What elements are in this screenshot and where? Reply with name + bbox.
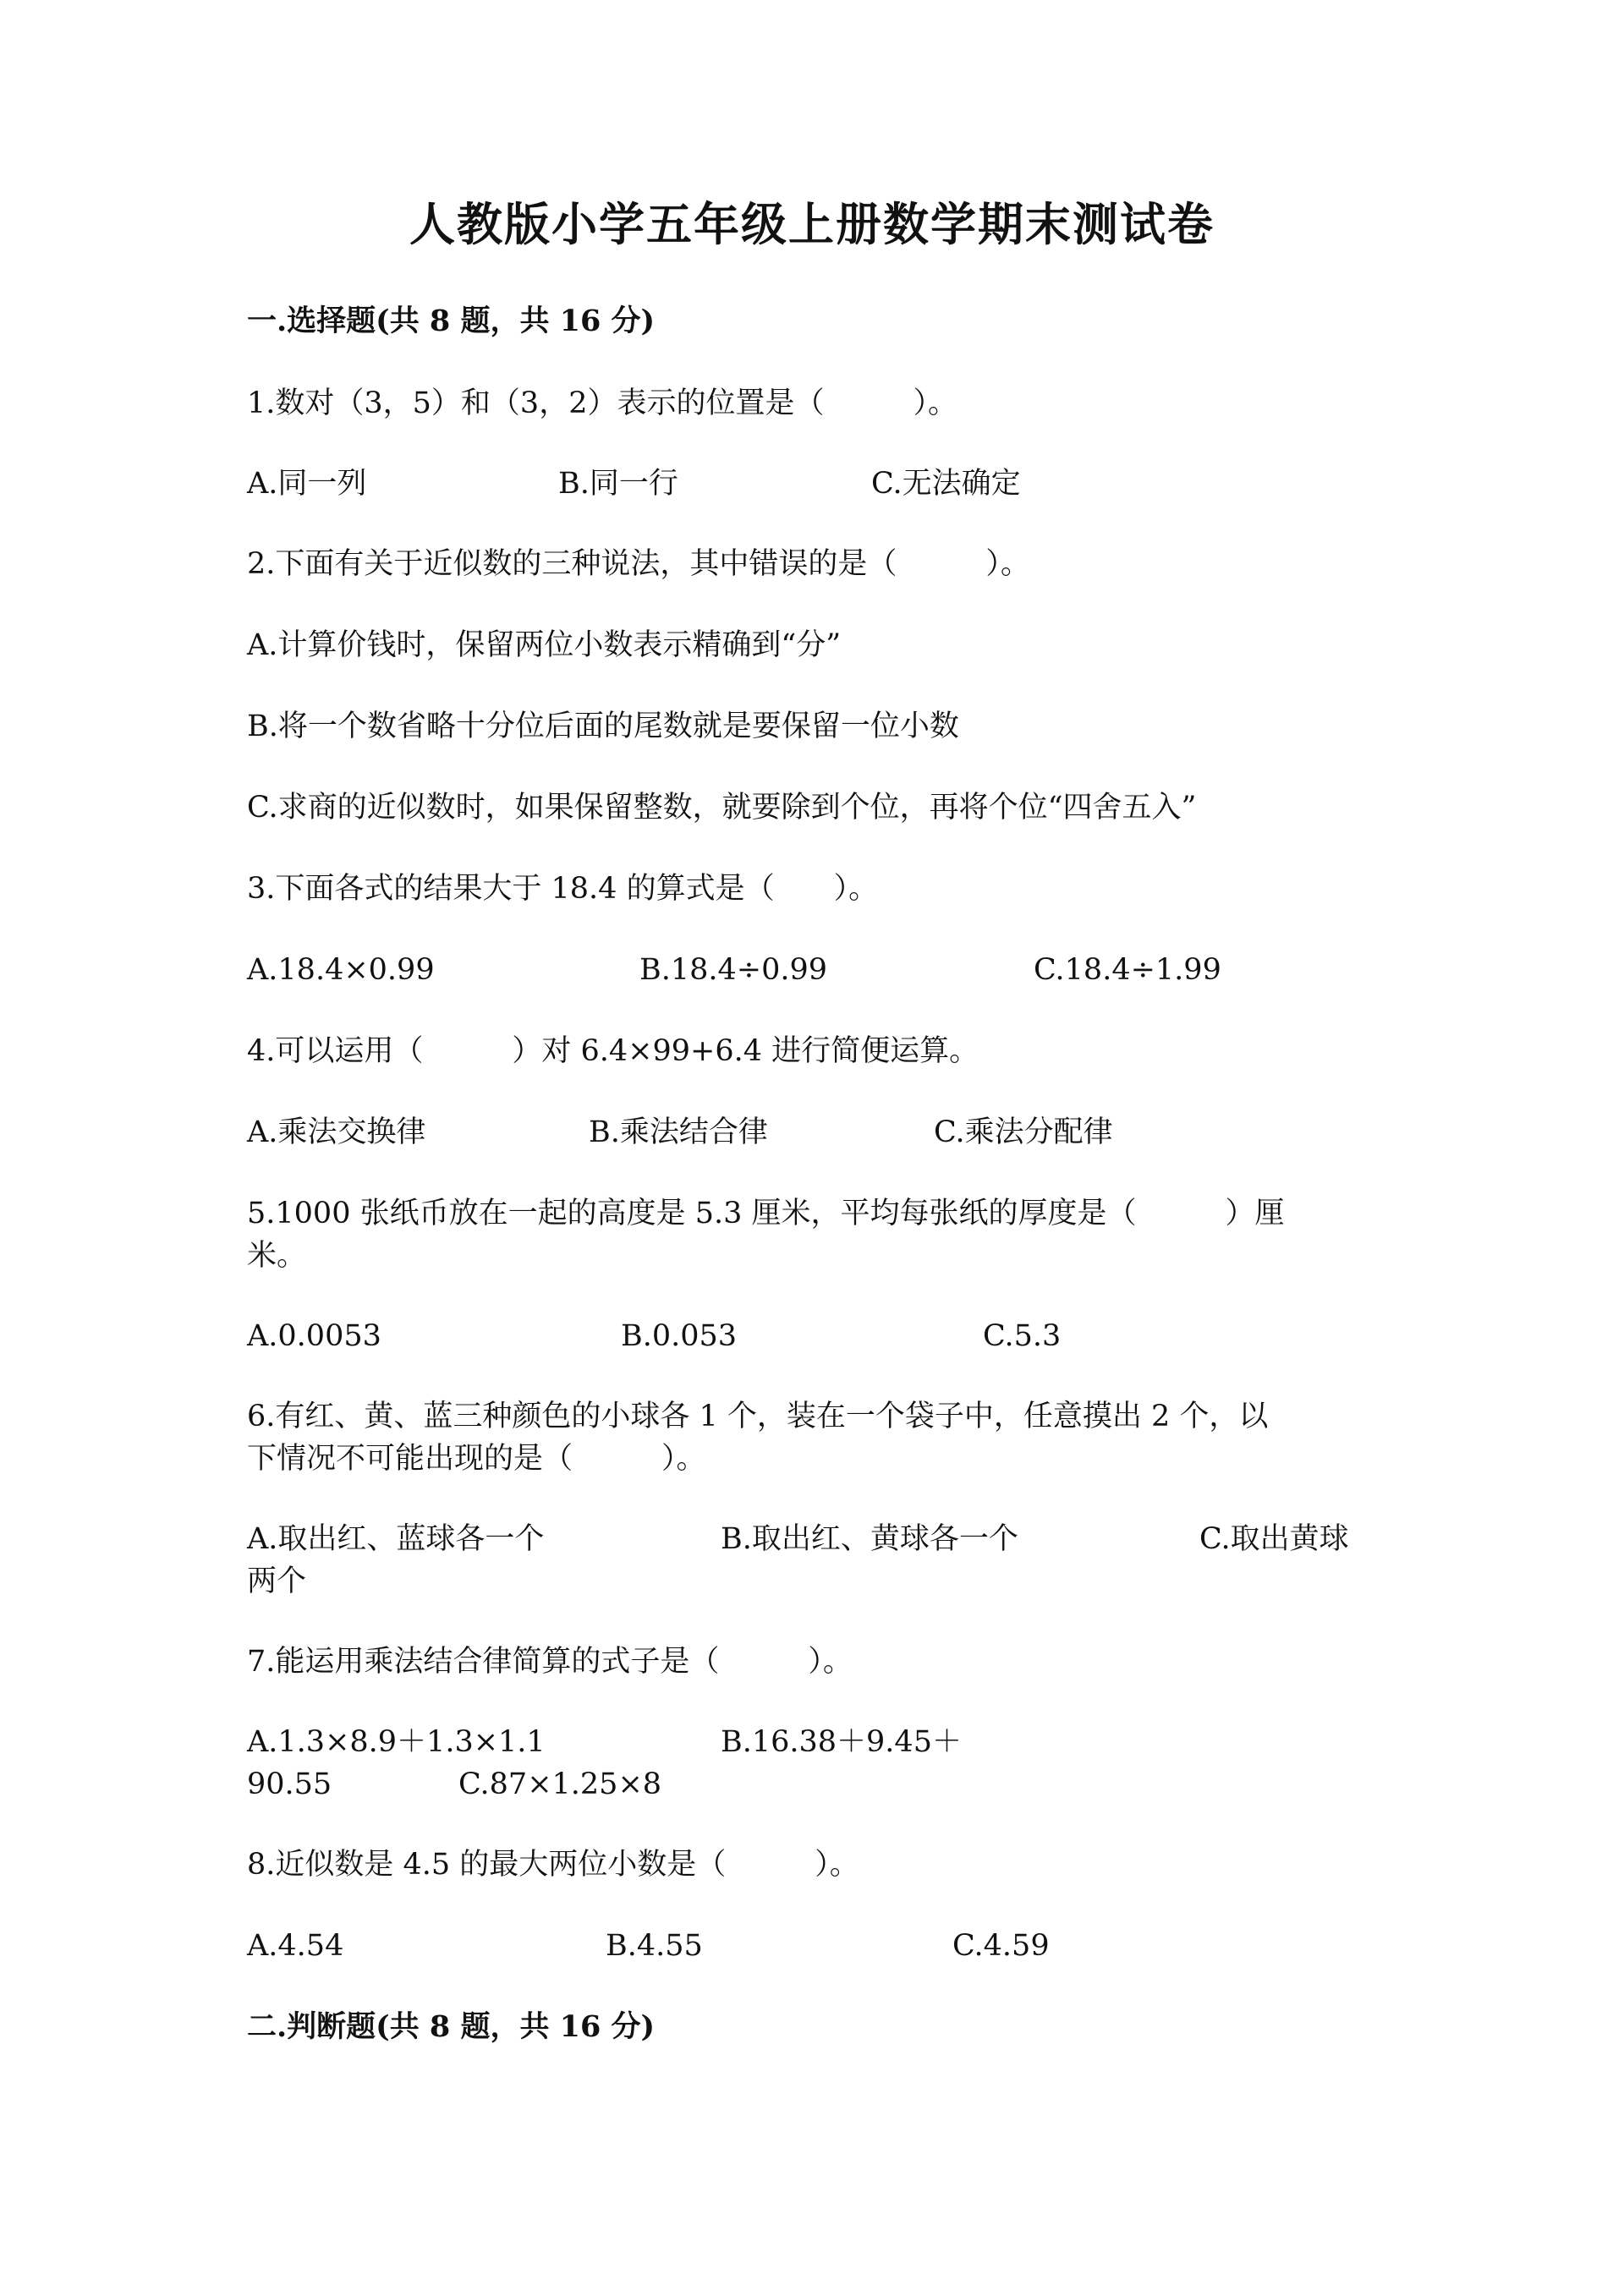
question-7-option-c: C.87×1.25×8: [458, 1767, 662, 1801]
question-3-option-a: A.18.4×0.99: [247, 953, 435, 987]
question-7-stem: 7.能运用乘法结合律简算的式子是（ ）。: [247, 1645, 853, 1679]
question-6-stem-line-2: 下情况不可能出现的是（ ）。: [247, 1442, 706, 1476]
question-2-option-c: C.求商的近似数时，如果保留整数，就要除到个位，再将个位“四舍五入”: [247, 791, 1197, 825]
question-4-option-a: A.乘法交换律: [247, 1115, 426, 1149]
section-judgment-heading: 二.判断题(共 8 题，共 16 分): [247, 2009, 656, 2044]
question-6-stem-line-1: 6.有红、黄、蓝三种颜色的小球各 1 个，装在一个袋子中，任意摸出 2 个，以: [247, 1400, 1269, 1433]
question-8-option-a: A.4.54: [247, 1929, 344, 1963]
question-4-stem: 4.可以运用（ ）对 6.4×99+6.4 进行简便运算。: [247, 1034, 979, 1068]
page-title: 人教版小学五年级上册数学期末测试卷: [409, 197, 1215, 251]
question-5-stem-line-1: 5.1000 张纸币放在一起的高度是 5.3 厘米，平均每张纸的厚度是（ ）厘: [247, 1197, 1285, 1230]
question-5-option-c: C.5.3: [983, 1319, 1062, 1353]
question-5-option-a: A.0.0053: [247, 1319, 381, 1353]
question-1-option-a: A.同一列: [247, 467, 367, 501]
question-2-option-a: A.计算价钱时，保留两位小数表示精确到“分”: [247, 628, 842, 662]
question-1-stem: 1.数对（3，5）和（3，2）表示的位置是（ ）。: [247, 386, 957, 420]
question-7-option-b-line-2: 90.55: [247, 1767, 332, 1801]
question-3-option-c: C.18.4÷1.99: [1034, 953, 1221, 987]
question-7-option-b-line-1: B.16.38＋9.45＋: [721, 1725, 962, 1759]
question-2-option-b: B.将一个数省略十分位后面的尾数就是要保留一位小数: [247, 710, 959, 743]
question-7-option-a: A.1.3×8.9＋1.3×1.1: [247, 1725, 546, 1759]
question-3-option-b: B.18.4÷0.99: [639, 953, 828, 987]
question-4-option-b: B.乘法结合律: [589, 1115, 768, 1149]
question-6-option-b: B.取出红、黄球各一个: [721, 1522, 1018, 1556]
question-6-option-c-line-1: C.取出黄球: [1199, 1522, 1349, 1556]
question-5-option-b: B.0.053: [621, 1319, 738, 1353]
question-4-option-c: C.乘法分配律: [934, 1115, 1113, 1149]
question-6-option-c-line-2: 两个: [247, 1564, 307, 1598]
question-8-stem: 8.近似数是 4.5 的最大两位小数是（ ）。: [247, 1848, 859, 1882]
question-8-option-c: C.4.59: [952, 1929, 1050, 1963]
question-1-option-b: B.同一行: [558, 467, 678, 501]
question-6-option-a: A.取出红、蓝球各一个: [247, 1522, 545, 1556]
question-3-stem: 3.下面各式的结果大于 18.4 的算式是（ ）。: [247, 872, 879, 906]
question-8-option-b: B.4.55: [606, 1929, 703, 1963]
question-1-option-c: C.无法确定: [871, 467, 1021, 501]
question-2-stem: 2.下面有关于近似数的三种说法，其中错误的是（ ）。: [247, 547, 1030, 581]
section-choice-heading: 一.选择题(共 8 题，共 16 分): [247, 304, 656, 338]
question-5-stem-line-2: 米。: [247, 1239, 307, 1273]
